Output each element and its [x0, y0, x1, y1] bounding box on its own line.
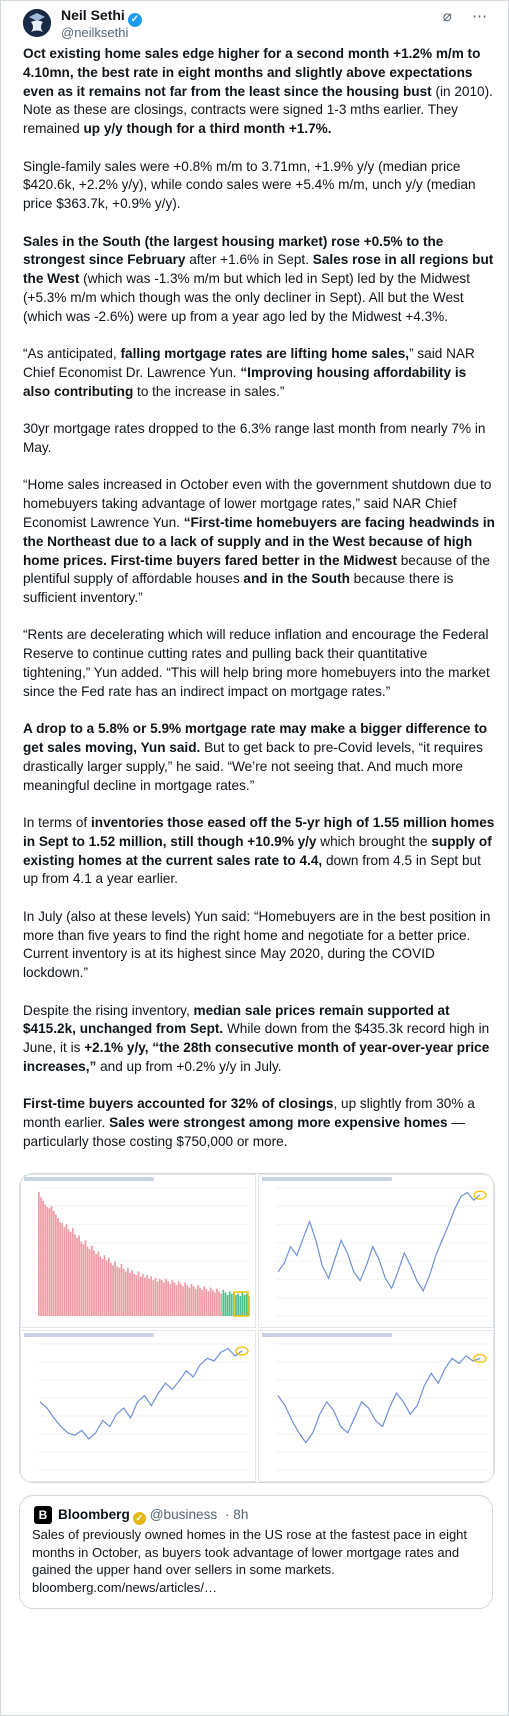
bar [197, 1285, 199, 1316]
bar [112, 1265, 114, 1316]
text-segment: which brought the [316, 833, 432, 849]
tweet-header [19, 3, 493, 41]
bar [95, 1254, 97, 1316]
bar [225, 1292, 227, 1316]
text-segment: down from 4.5 in Sept but up from 4.1 a year earlier. [23, 852, 485, 887]
bar [184, 1283, 186, 1316]
bar [68, 1229, 70, 1316]
bar [76, 1238, 78, 1316]
media-grid[interactable] [19, 1173, 495, 1483]
author-name-text: Neil Sethi [61, 7, 125, 23]
text-segment: to the increase in sales.” [133, 383, 285, 399]
bar [174, 1283, 176, 1316]
bar [140, 1276, 142, 1316]
bar [72, 1228, 74, 1316]
text-segment: because of the plentiful supply of affordable houses [23, 552, 494, 587]
text-segment: falling mortgage rates are lifting home sales, [120, 346, 410, 362]
bar [104, 1255, 106, 1316]
more-icon[interactable]: ⋯ [472, 8, 487, 25]
text-segment: and in the South [243, 571, 350, 587]
text-segment: supply of existing homes at the current sales rate to 4.4, [23, 833, 496, 868]
bar [152, 1280, 154, 1316]
chart-title-bar [262, 1177, 392, 1181]
text-segment: While down from the $435.3k record high in June, it is [23, 1021, 493, 1056]
bar [136, 1275, 138, 1316]
text-segment: — particularly those costing $750,000 or more. [23, 1115, 469, 1149]
quote-handle: @business [149, 1507, 218, 1522]
bar [208, 1291, 210, 1316]
bar [159, 1279, 161, 1316]
bar [146, 1275, 148, 1316]
bar [161, 1280, 163, 1316]
quote-author [58, 1506, 248, 1525]
text-segment: “First-time homebuyers are facing headwinds in the Northeast due to a lack of supply and in the West because of high home prices. First-time buyers fared better in the Midwest [23, 514, 499, 568]
bar [165, 1279, 167, 1316]
bar [53, 1211, 55, 1316]
text-segment: and up from +0.2% y/y in July. [96, 1059, 282, 1074]
chart-median-price[interactable] [258, 1330, 494, 1482]
chart-title-bar [24, 1333, 154, 1337]
text-segment: up y/y though for a third month +1.7%. [83, 121, 332, 137]
bar [148, 1279, 150, 1316]
quote-time: · 8h [224, 1507, 249, 1522]
chart-title-bar [24, 1177, 154, 1181]
bar [144, 1278, 146, 1316]
tweet-paragraph [23, 420, 497, 458]
bloomberg-logo-icon: B [34, 1506, 52, 1524]
bar [216, 1289, 218, 1316]
bar [242, 1292, 244, 1316]
text-segment: because there is sufficient inventory.” [23, 571, 458, 606]
tweet-paragraph [23, 345, 497, 401]
tweet-paragraph [23, 476, 497, 608]
bar [244, 1295, 246, 1316]
bar [231, 1294, 233, 1316]
bar [46, 1207, 48, 1316]
bar [125, 1271, 127, 1316]
tweet-paragraph [23, 1095, 497, 1151]
bar [49, 1208, 51, 1316]
bar [93, 1250, 95, 1316]
chart-existing-home-sales[interactable] [20, 1174, 256, 1328]
text-segment: +2.1% y/y, “the 28th consecutive month of year-over-year price increases,” [23, 1040, 494, 1074]
tweet-paragraph [23, 158, 497, 214]
text-segment: ” said NAR Chief Economist Dr. Lawrence Yun. [23, 346, 479, 380]
bar [91, 1245, 93, 1316]
author-name[interactable] [61, 7, 142, 27]
bar [89, 1249, 91, 1316]
text-segment: (which was -1.3% m/m but which led in Sept) led by the Midwest (+5.3% m/m which though was the only decliner in Sept). All but the West (which was -2.6%) were up from a year ago led by the Midwest +4.3%. [23, 271, 474, 324]
bar [172, 1280, 174, 1316]
chart-title-bar [262, 1333, 392, 1337]
bar [61, 1223, 63, 1316]
bar [193, 1286, 195, 1316]
tweet-paragraph [23, 1002, 497, 1077]
text-segment: “Improving housing affordability is also contributing [23, 364, 470, 399]
bar [127, 1268, 129, 1316]
quote-tweet[interactable] [19, 1495, 493, 1609]
bar [55, 1214, 57, 1316]
bar [178, 1281, 180, 1316]
bar [44, 1205, 46, 1316]
text-segment: In terms of [23, 815, 91, 831]
bar [83, 1244, 85, 1316]
text-segment: First-time buyers accounted for 32% of closings [23, 1096, 334, 1112]
bar [106, 1260, 108, 1316]
quote-body: Sales of previously owned homes in the US rose at the fastest pace in eight months in October, as buyers took advantage of lower mortgage rates and gained the upper hand over sellers in some markets. [32, 1527, 468, 1578]
grok-icon[interactable]: ⌀ [442, 8, 452, 25]
bar [163, 1283, 165, 1316]
bar [99, 1257, 101, 1316]
text-segment: Despite the rising inventory, [23, 1002, 194, 1018]
bar [129, 1273, 131, 1316]
bar [57, 1218, 59, 1316]
bar [74, 1234, 76, 1316]
text-segment: A drop to a 5.8% or 5.9% mortgage rate may make a bigger difference to get sales moving, Yun said. [23, 721, 491, 756]
bar [189, 1288, 191, 1316]
tweet-paragraph [23, 233, 497, 327]
bar [59, 1222, 61, 1316]
bar [102, 1259, 104, 1316]
bar [229, 1291, 231, 1316]
text-segment: “Rents are decelerating which will reduce inflation and encourage the Federal Reserve to continue cutting rates and pulling back their quantitative tightening,” Yun added. “This will help bring more homebuyers into the market since the Fed rate has an indirect impact on mortgage rates.” [23, 627, 494, 699]
chart-inventory[interactable] [258, 1174, 494, 1328]
bar [66, 1224, 68, 1316]
text-segment: “As anticipated, [23, 346, 121, 362]
bar [201, 1290, 203, 1316]
tweet-paragraph [23, 814, 497, 889]
quote-text [32, 1526, 482, 1596]
bar [80, 1242, 82, 1316]
bar [235, 1295, 237, 1316]
text-segment: Sales in the South (the largest housing market) rose +0.5% to the strongest since February [23, 233, 448, 268]
text-segment: In July (also at these levels) Yun said: “Homebuyers are in the best position in more than five years to find the right home and negotiate for a better price. Current inventory is at its highest since May 2020, during the COVID lockdown.” [23, 908, 495, 981]
chart-months-supply[interactable] [20, 1330, 256, 1482]
bar [142, 1274, 144, 1316]
bar [38, 1192, 40, 1316]
chart-frame [259, 1331, 494, 1482]
bar [186, 1285, 188, 1316]
bar [63, 1227, 65, 1316]
text-segment: , up slightly from 30% a month earlier. [23, 1096, 479, 1131]
bar [191, 1284, 193, 1316]
quote-link[interactable]: bloomberg.com/news/articles/… [32, 1579, 217, 1595]
bar [199, 1288, 201, 1316]
author-handle[interactable]: @neilksethi [61, 25, 129, 40]
text-segment: But to get back to pre-Covid levels, “it requires drastically larger supply,” he said. “We’re not seeing that. And much more meaningful decline in mortgage rates.” [23, 740, 487, 793]
text-segment: Single-family sales were +0.8% m/m to 3.71mn, +1.9% y/y (median price $420.6k, +2.2% y/y), while condo sales were +5.4% m/m, unch y/y (median price $363.7k, +0.9% y/y). [23, 158, 480, 212]
bar [108, 1258, 110, 1316]
tweet-paragraph [23, 908, 497, 983]
text-segment: Oct existing home sales edge higher for a second month +1.2% m/m to 4.10mn, the best rate in eight months and slightly above expectations even as it remains not far from the least since the housing bust [23, 46, 485, 99]
bar [138, 1271, 140, 1316]
bar [169, 1284, 171, 1316]
bar [70, 1232, 72, 1316]
bar [155, 1278, 157, 1316]
bar [97, 1252, 99, 1316]
text-segment: 30yr mortgage rates dropped to the 6.3% range last month from nearly 7% in May. [23, 421, 490, 455]
bar [131, 1270, 133, 1316]
bar [205, 1289, 207, 1316]
bar [123, 1269, 125, 1316]
bar [195, 1289, 197, 1316]
bar [85, 1240, 87, 1316]
tweet-text [23, 45, 497, 1208]
text-segment: after +1.6% in Sept. [185, 252, 313, 268]
bar [167, 1281, 169, 1316]
bar [218, 1291, 220, 1316]
bar [114, 1262, 116, 1316]
bar [116, 1266, 118, 1316]
avatar[interactable] [23, 9, 51, 37]
bar [180, 1284, 182, 1316]
bar [51, 1206, 53, 1316]
verified-gold-icon: ✓ [133, 1512, 146, 1525]
verified-badge-icon: ✓ [128, 13, 142, 27]
tweet-paragraph [23, 720, 497, 795]
bar [210, 1288, 212, 1316]
bar [78, 1236, 80, 1316]
bar [42, 1201, 44, 1316]
bar [203, 1286, 205, 1316]
quote-author-name: Bloomberg [58, 1507, 130, 1522]
text-segment: “Home sales increased in October even with the government shutdown due to homebuyers taking advantage of lower mortgage rates,” said NAR Chief Economist Lawrence Yun. [23, 477, 496, 530]
bar [246, 1294, 248, 1316]
bar [133, 1274, 135, 1316]
bar [157, 1281, 159, 1316]
text-segment: median sale prices remain supported at $415.2k, unchanged from Sept. [23, 1002, 454, 1037]
bar [237, 1294, 239, 1316]
bar [119, 1268, 121, 1316]
text-segment: inventories those eased off the 5-yr high of 1.55 million homes in Sept to 1.52 million, still though +10.9% y/y [23, 815, 499, 849]
bar [239, 1296, 241, 1316]
bar [150, 1276, 152, 1316]
text-segment: (in 2010). Note as these are closings, contracts were signed 1-3 mths earlier. They remained [23, 83, 497, 137]
text-segment: Sales rose in all regions but the West [23, 252, 498, 287]
bar [87, 1247, 89, 1316]
bar [121, 1264, 123, 1316]
bar [182, 1286, 184, 1316]
bar [110, 1263, 112, 1316]
bar [222, 1290, 224, 1316]
bar [227, 1295, 229, 1316]
tweet-paragraph [23, 45, 497, 139]
bar [176, 1285, 178, 1316]
text-segment: Sales were strongest among more expensive homes [109, 1115, 448, 1131]
bar [220, 1294, 222, 1316]
bar [212, 1290, 214, 1316]
tweet-paragraph [23, 626, 497, 701]
bar [40, 1197, 42, 1316]
bar [214, 1292, 216, 1316]
